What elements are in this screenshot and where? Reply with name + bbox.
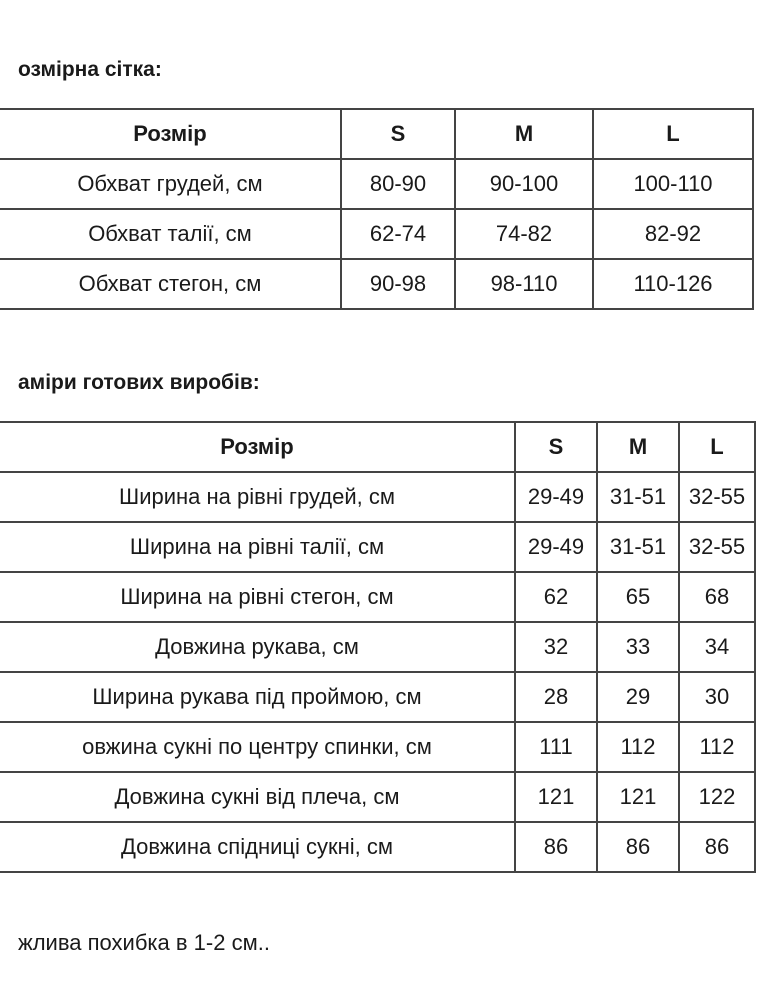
row-label: Ширина на рівні грудей, см: [0, 472, 515, 522]
table-row: [0, 672, 755, 722]
row-label: Обхват талії, см: [0, 209, 341, 259]
row-label: Ширина на рівні талії, см: [0, 522, 515, 572]
cell-m: 90-100: [455, 159, 593, 209]
cell-l: 32-55: [679, 522, 755, 572]
row-label: Обхват грудей, см: [0, 159, 341, 209]
table-row: [0, 822, 755, 872]
cell-l: 82-92: [593, 209, 753, 259]
garment-measurements-table: [0, 421, 756, 873]
header-l: L: [593, 109, 753, 159]
cell-s: 29-49: [515, 472, 597, 522]
cell-m: 74-82: [455, 209, 593, 259]
cell-l: 110-126: [593, 259, 753, 309]
cell-m: 33: [597, 622, 679, 672]
table-row: [0, 572, 755, 622]
table-row: [0, 622, 755, 672]
cell-s: 86: [515, 822, 597, 872]
cell-s: 111: [515, 722, 597, 772]
cell-l: 86: [679, 822, 755, 872]
cell-l: 112: [679, 722, 755, 772]
cell-m: 121: [597, 772, 679, 822]
tolerance-note: жлива похибка в 1-2 см..: [18, 930, 270, 955]
cell-m: 86: [597, 822, 679, 872]
size-chart-table: [0, 108, 754, 310]
header-s: S: [341, 109, 455, 159]
row-label: Ширина рукава під проймою, см: [0, 672, 515, 722]
cell-s: 29-49: [515, 522, 597, 572]
cell-l: 100-110: [593, 159, 753, 209]
cell-l: 30: [679, 672, 755, 722]
table-row: [0, 722, 755, 772]
cell-s: 62: [515, 572, 597, 622]
cell-m: 65: [597, 572, 679, 622]
cell-s: 80-90: [341, 159, 455, 209]
garment-measurements-heading: аміри готових виробів:: [18, 371, 260, 394]
row-label: Довжина рукава, см: [0, 622, 515, 672]
header-size: Розмір: [0, 109, 341, 159]
row-label: Довжина спідниці сукні, см: [0, 822, 515, 872]
table-row: [0, 159, 753, 209]
cell-s: 90-98: [341, 259, 455, 309]
row-label: Обхват стегон, см: [0, 259, 341, 309]
table-header-row: [0, 422, 755, 472]
row-label: овжина сукні по центру спинки, см: [0, 722, 515, 772]
cell-s: 62-74: [341, 209, 455, 259]
table-row: [0, 772, 755, 822]
table-row: [0, 522, 755, 572]
cell-s: 32: [515, 622, 597, 672]
header-l: L: [679, 422, 755, 472]
table-row: [0, 259, 753, 309]
table-row: [0, 209, 753, 259]
cell-l: 122: [679, 772, 755, 822]
cell-m: 31-51: [597, 472, 679, 522]
cell-m: 31-51: [597, 522, 679, 572]
cell-l: 68: [679, 572, 755, 622]
row-label: Ширина на рівні стегон, см: [0, 572, 515, 622]
table-row: [0, 472, 755, 522]
row-label: Довжина сукні від плеча, см: [0, 772, 515, 822]
header-m: M: [455, 109, 593, 159]
cell-m: 98-110: [455, 259, 593, 309]
table-header-row: [0, 109, 753, 159]
cell-s: 121: [515, 772, 597, 822]
cell-m: 29: [597, 672, 679, 722]
cell-l: 32-55: [679, 472, 755, 522]
cell-l: 34: [679, 622, 755, 672]
cell-s: 28: [515, 672, 597, 722]
cell-m: 112: [597, 722, 679, 772]
header-size: Розмір: [0, 422, 515, 472]
header-s: S: [515, 422, 597, 472]
header-m: M: [597, 422, 679, 472]
size-chart-heading: озмірна сітка:: [18, 58, 162, 81]
